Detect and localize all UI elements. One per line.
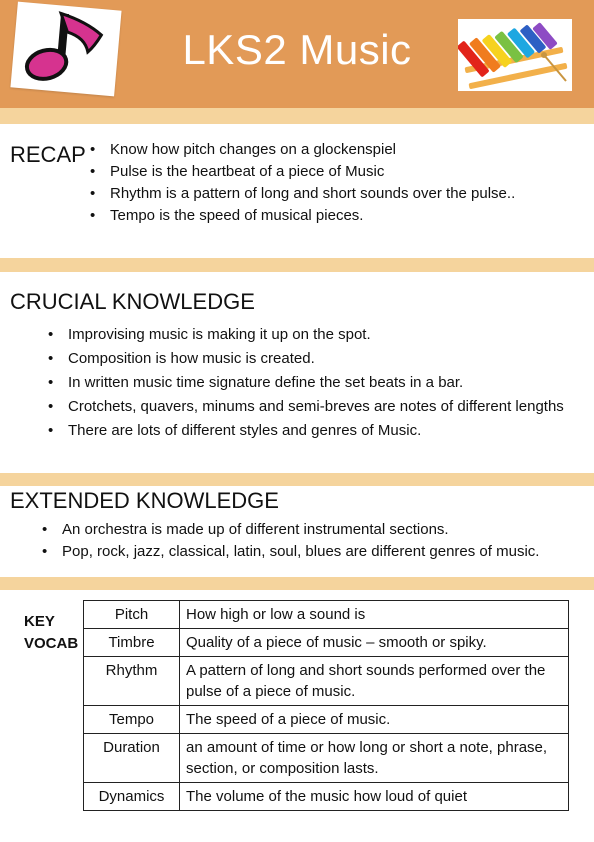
crucial-item: • Composition is how music is created. <box>44 347 568 371</box>
vocab-term: Timbre <box>84 629 180 657</box>
vocab-term: Dynamics <box>84 783 180 811</box>
page-title: LKS2 Music <box>182 26 412 73</box>
table-row <box>84 657 569 706</box>
table-row <box>84 629 569 657</box>
vocab-definition: A pattern of long and short sounds performed over the pulse of a piece of music. <box>180 657 569 706</box>
recap-list <box>86 139 515 227</box>
vocab-term: Pitch <box>84 601 180 629</box>
table-row <box>84 601 569 629</box>
vocab-definition: an amount of time or how long or short a note, phrase, section, or composition lasts. <box>180 734 569 783</box>
recap-item: • Know how pitch changes on a glockenspiel <box>86 139 515 161</box>
table-row <box>84 783 569 811</box>
extended-item: • An orchestra is made up of different instrumental sections. <box>38 520 562 540</box>
crucial-item: • In written music time signature define the set beats in a bar. <box>44 371 568 395</box>
crucial-item: • Crotchets, quavers, minums and semi-breves are notes of different lengths <box>44 395 568 419</box>
recap-item: • Rhythm is a pattern of long and short sounds over the pulse.. <box>86 183 515 205</box>
vocab-term: Tempo <box>84 706 180 734</box>
section-divider <box>0 473 594 486</box>
crucial-item: • There are lots of different styles and genres of Music. <box>44 419 568 443</box>
vocab-definition: The speed of a piece of music. <box>180 706 569 734</box>
crucial-title: CRUCIAL KNOWLEDGE <box>10 289 255 314</box>
extended-title: EXTENDED KNOWLEDGE <box>10 488 279 513</box>
recap-item: • Tempo is the speed of musical pieces. <box>86 205 515 227</box>
vocab-definition: The volume of the music how loud of quiet <box>180 783 569 811</box>
key-vocab-label: KEY VOCAB <box>24 613 79 652</box>
vocab-definition: Quality of a piece of music – smooth or spiky. <box>180 629 569 657</box>
header-banner <box>0 0 594 108</box>
extended-list <box>38 520 562 562</box>
section-divider <box>0 577 594 590</box>
table-row <box>84 734 569 783</box>
extended-item: • Pop, rock, jazz, classical, latin, soul, blues are different genres of music. <box>38 542 562 562</box>
xylophone-icon <box>458 19 572 91</box>
vocab-definition: How high or low a sound is <box>180 601 569 629</box>
section-divider <box>0 258 594 272</box>
table-row <box>84 706 569 734</box>
vocab-term: Rhythm <box>84 657 180 706</box>
xylophone-card <box>458 19 572 91</box>
vocab-term: Duration <box>84 734 180 783</box>
header-divider <box>0 108 594 124</box>
crucial-item: • Improvising music is making it up on the spot. <box>44 323 568 347</box>
recap-item: • Pulse is the heartbeat of a piece of Music <box>86 161 515 183</box>
vocab-table <box>83 600 569 811</box>
crucial-list <box>44 323 568 443</box>
recap-title: RECAP <box>10 142 86 167</box>
